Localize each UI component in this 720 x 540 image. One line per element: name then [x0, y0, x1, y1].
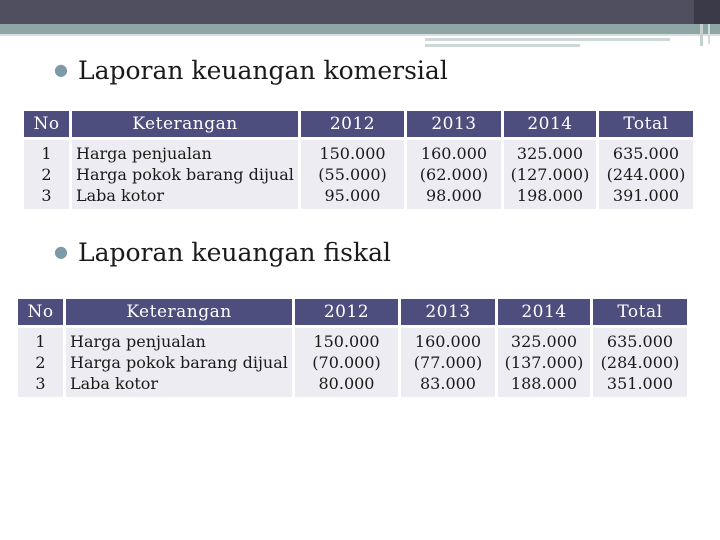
bullet-icon: ● [54, 242, 68, 261]
value: (55.000) [318, 165, 387, 184]
value: 188.000 [510, 374, 578, 393]
row-number: 1 [41, 144, 52, 163]
value: 325.000 [510, 332, 578, 351]
cell-2013 [407, 140, 501, 209]
col-header-no: No [18, 299, 63, 325]
bullet-icon: ● [54, 60, 68, 79]
row-number: 3 [41, 186, 52, 205]
section-heading-fiskal [54, 238, 391, 267]
cell-2013 [401, 328, 495, 397]
section-title: Laporan keuangan komersial [77, 56, 448, 85]
cell-2014 [498, 328, 590, 397]
table-header-row [18, 299, 687, 325]
row-label: Harga penjualan [70, 332, 206, 351]
col-header-2013: 2013 [401, 299, 495, 325]
value: (244.000) [606, 165, 686, 184]
cell-keterangan [66, 328, 292, 397]
value: 150.000 [313, 332, 380, 351]
row-label: Laba kotor [70, 374, 159, 393]
col-header-2014: 2014 [504, 111, 596, 137]
value: 160.000 [414, 332, 482, 351]
value: (127.000) [510, 165, 590, 184]
value: (62.000) [419, 165, 489, 184]
value: 325.000 [516, 144, 584, 163]
value: (284.000) [600, 353, 680, 372]
table-fiskal [15, 296, 690, 400]
value: 635.000 [606, 332, 674, 351]
value: 351.000 [606, 374, 674, 393]
cell-2012 [295, 328, 398, 397]
value: 150.000 [319, 144, 386, 163]
col-header-2012: 2012 [295, 299, 398, 325]
value: 635.000 [612, 144, 680, 163]
section-heading-komersial [54, 56, 448, 85]
col-header-keterangan: Keterangan [66, 299, 292, 325]
col-header-2014: 2014 [498, 299, 590, 325]
table-body-row [24, 140, 693, 209]
col-header-total: Total [593, 299, 687, 325]
row-label: Harga pokok barang dijual [70, 353, 288, 372]
value: (70.000) [312, 353, 381, 372]
table-header-row [24, 111, 693, 137]
cell-2014 [504, 140, 596, 209]
top-accent-line [0, 34, 720, 36]
table-komersial [21, 108, 696, 212]
cell-no [24, 140, 69, 209]
col-header-no: No [24, 111, 69, 137]
col-header-2012: 2012 [301, 111, 404, 137]
row-label: Laba kotor [76, 186, 165, 205]
cell-2012 [301, 140, 404, 209]
value: 198.000 [516, 186, 584, 205]
decor-line [425, 44, 580, 47]
col-header-2013: 2013 [407, 111, 501, 137]
decor-line [700, 24, 703, 46]
cell-no [18, 328, 63, 397]
top-bar [0, 0, 694, 24]
value: 95.000 [324, 186, 381, 205]
value: (137.000) [504, 353, 584, 372]
decor-line [425, 38, 670, 41]
cell-total [593, 328, 687, 397]
col-header-keterangan: Keterangan [72, 111, 298, 137]
top-accent-bar [0, 24, 720, 34]
row-label: Harga penjualan [76, 144, 212, 163]
row-number: 3 [35, 374, 46, 393]
value: 83.000 [420, 374, 476, 393]
col-header-total: Total [599, 111, 693, 137]
row-number: 1 [35, 332, 46, 351]
table-body-row [18, 328, 687, 397]
value: (77.000) [413, 353, 483, 372]
value: 80.000 [318, 374, 375, 393]
value: 391.000 [612, 186, 680, 205]
row-number: 2 [41, 165, 52, 184]
row-label: Harga pokok barang dijual [76, 165, 294, 184]
cell-keterangan [72, 140, 298, 209]
cell-total [599, 140, 693, 209]
row-number: 2 [35, 353, 46, 372]
top-bar-corner [694, 0, 720, 24]
value: 98.000 [426, 186, 482, 205]
decor-line [708, 24, 710, 44]
section-title: Laporan keuangan fiskal [77, 238, 391, 267]
value: 160.000 [420, 144, 488, 163]
